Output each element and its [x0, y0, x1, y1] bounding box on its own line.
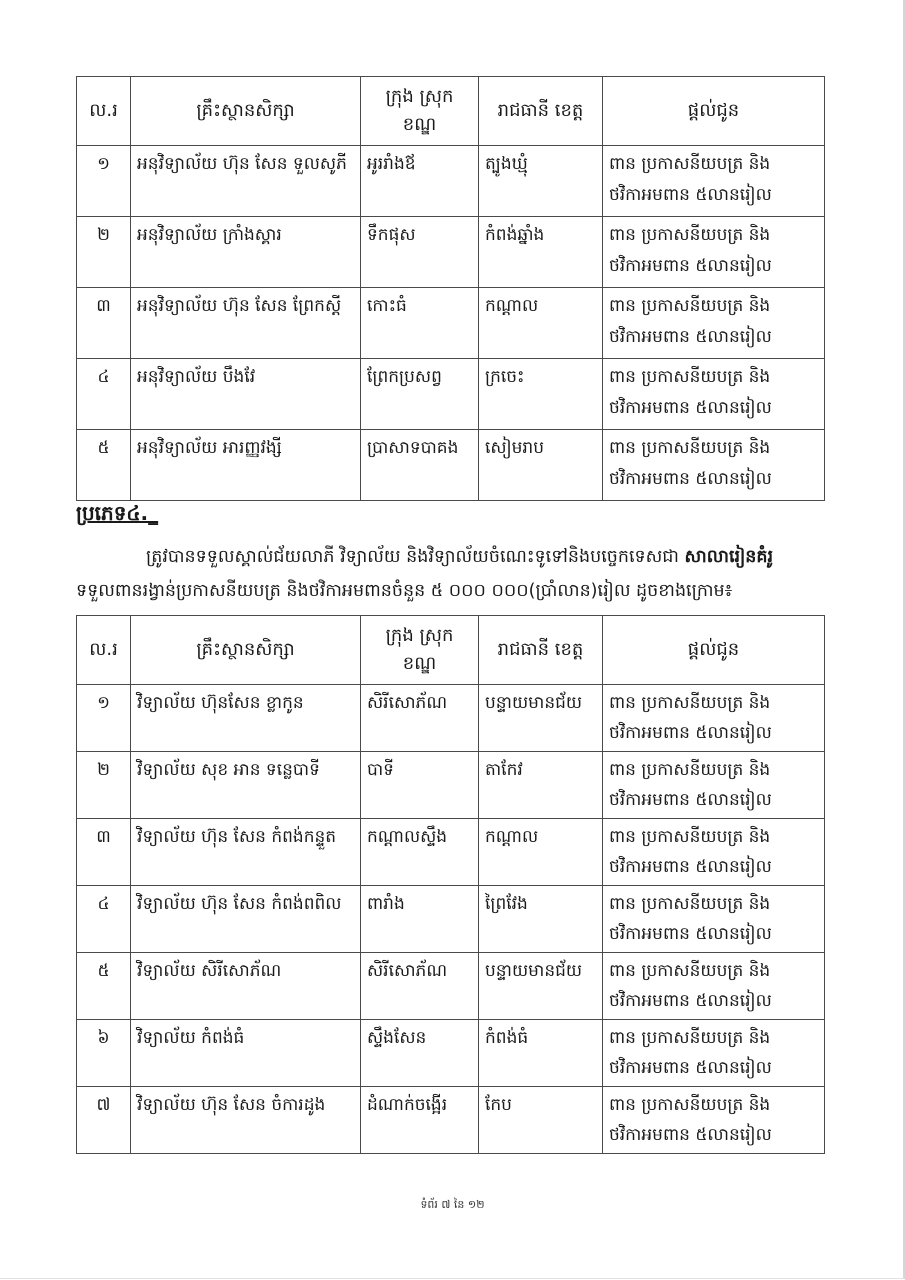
- intro-paragraph: [76, 540, 826, 608]
- cell-district: ប្រាសាទបាគង: [361, 430, 479, 501]
- table-row: [77, 359, 825, 430]
- cell-institution: វិទ្យាល័យ ហ៊ុន សែន ចំការដូង: [131, 1087, 361, 1154]
- award-award-line2: ថវិកាអមពាន ៥លានរៀល: [609, 1125, 772, 1145]
- cell-institution: វិទ្យាល័យ សិរីសោភ័ណ: [131, 953, 361, 1020]
- cell-award: [603, 217, 825, 288]
- cell-award: [603, 288, 825, 359]
- header-city-line1: ក្រុង ស្រុក: [385, 86, 454, 107]
- table-header-row: [77, 616, 825, 685]
- cell-no: ៦: [77, 1020, 131, 1087]
- award-award-line1: ពាន ប្រកាសនីយបត្រ និង: [609, 961, 771, 981]
- award-award-line1: ពាន ប្រកាសនីយបត្រ និង: [609, 827, 771, 847]
- cell-province: ព្រៃវែង: [479, 886, 603, 953]
- award-award-line1: ពាន ប្រកាសនីយបត្រ និង: [609, 1028, 771, 1048]
- cell-award: [603, 146, 825, 217]
- award-award-line1: ពាន ប្រកាសនីយបត្រ និង: [609, 1095, 771, 1115]
- cell-award: [603, 1020, 825, 1087]
- section-heading: ប្រភេទ៤._: [76, 501, 159, 525]
- cell-no: ៧: [77, 1087, 131, 1154]
- table-header-row: [77, 77, 825, 146]
- header-city: [361, 77, 479, 146]
- cell-province: ក្រចេះ: [479, 359, 603, 430]
- award-award-line2: ថវិកាអមពាន ៥លានរៀល: [609, 857, 772, 877]
- award-award-line2: ថវិកាអមពាន ៥លានរៀល: [609, 924, 772, 944]
- header-city-line1: ក្រុង ស្រុក: [385, 625, 454, 646]
- award-award-line1: ពាន ប្រកាសនីយបត្រ និង: [609, 760, 771, 780]
- cell-institution: វិទ្យាល័យ កំពង់ធំ: [131, 1020, 361, 1087]
- cell-institution: អនុវិទ្យាល័យ បឹងវែ: [131, 359, 361, 430]
- cell-district: បាទី: [361, 752, 479, 819]
- paragraph-line-1-text: ត្រូវបានទទួលស្គាល់ជ័យលាភី វិទ្យាល័យ និងវិទ្យាល័យចំណេះទូទៅនិងបច្ចេកទេសជា: [146, 547, 685, 567]
- table-row: [77, 1087, 825, 1154]
- cell-district: ព្រែកប្រសព្វ: [361, 359, 479, 430]
- cell-institution: វិទ្យាល័យ ហ៊ុន សែន កំពង់កន្ទួត: [131, 819, 361, 886]
- table-row: [77, 146, 825, 217]
- cell-no: ៥: [77, 430, 131, 501]
- cell-no: ២: [77, 752, 131, 819]
- cell-award: [603, 953, 825, 1020]
- header-city-line2: ខណ្ឌ: [402, 114, 437, 135]
- award-award-line2: ថវិកាអមពាន ៥លានរៀល: [609, 185, 772, 205]
- cell-no: ៤: [77, 359, 131, 430]
- header-award: ផ្តល់ជូន: [603, 77, 825, 146]
- cell-no: ១: [77, 146, 131, 217]
- cell-institution: វិទ្យាល័យ ហ៊ុនសែន ខ្លាកូន: [131, 685, 361, 752]
- header-city: [361, 616, 479, 685]
- table-row: [77, 685, 825, 752]
- header-city-line2: ខណ្ឌ: [402, 653, 437, 674]
- cell-province: កំពង់ឆ្នាំង: [479, 217, 603, 288]
- table-row: [77, 430, 825, 501]
- award-award-line2: ថវិកាអមពាន ៥លានរៀល: [609, 327, 772, 347]
- award-award-line1: ពាន ប្រកាសនីយបត្រ និង: [609, 438, 771, 458]
- header-institution: គ្រឹះស្ថានសិក្សា: [131, 616, 361, 685]
- table-row: [77, 953, 825, 1020]
- paragraph-line-2: ទទួលពានរង្វាន់ប្រកាសនីយបត្រ និងថវិកាអមពានចំនួន ៥ ០០០ ០០០(ប្រាំលាន)រៀល ដូចខាងក្រោម៖: [76, 581, 733, 601]
- table-1-body: [77, 146, 825, 501]
- table-row: [77, 752, 825, 819]
- award-award-line2: ថវិកាអមពាន ៥លានរៀល: [609, 790, 772, 810]
- paragraph-line-1: [76, 540, 826, 574]
- table-row: [77, 1020, 825, 1087]
- cell-institution: អនុវិទ្យាល័យ ហ៊ុន សែន ព្រែកស្តី: [131, 288, 361, 359]
- cell-district: កោះធំ: [361, 288, 479, 359]
- award-award-line2: ថវិកាអមពាន ៥លានរៀល: [609, 398, 772, 418]
- award-award-line1: ពាន ប្រកាសនីយបត្រ និង: [609, 894, 771, 914]
- table-row: [77, 886, 825, 953]
- award-table-2: [76, 615, 825, 1154]
- award-award-line1: ពាន ប្រកាសនីយបត្រ និង: [609, 367, 771, 387]
- cell-district: សិរីសោភ័ណ: [361, 953, 479, 1020]
- award-award-line2: ថវិកាអមពាន ៥លានរៀល: [609, 469, 772, 489]
- cell-award: [603, 685, 825, 752]
- award-award-line1: ពាន ប្រកាសនីយបត្រ និង: [609, 693, 771, 713]
- table-row: [77, 819, 825, 886]
- cell-district: កណ្តាលស្ទឹង: [361, 819, 479, 886]
- cell-district: សិរីសោភ័ណ: [361, 685, 479, 752]
- cell-province: ត្បូងឃ្មុំ: [479, 146, 603, 217]
- cell-province: តាកែវ: [479, 752, 603, 819]
- cell-province: បន្ទាយមានជ័យ: [479, 685, 603, 752]
- header-institution: គ្រឹះស្ថានសិក្សា: [131, 77, 361, 146]
- cell-province: កែប: [479, 1087, 603, 1154]
- cell-institution: អនុវិទ្យាល័យ អារញ្ញវង្សី: [131, 430, 361, 501]
- award-award-line2: ថវិកាអមពាន ៥លានរៀល: [609, 723, 772, 743]
- cell-district: ស្ទឹងសែន: [361, 1020, 479, 1087]
- cell-award: [603, 752, 825, 819]
- award-award-line2: ថវិកាអមពាន ៥លានរៀល: [609, 1058, 772, 1078]
- paragraph-line-1-bold: សាលារៀនគំរូ: [684, 547, 774, 567]
- award-award-line1: ពាន ប្រកាសនីយបត្រ និង: [609, 225, 771, 245]
- header-no: ល.រ: [77, 616, 131, 685]
- cell-no: ៣: [77, 288, 131, 359]
- cell-district: ទឹកផុស: [361, 217, 479, 288]
- award-award-line1: ពាន ប្រកាសនីយបត្រ និង: [609, 154, 771, 174]
- cell-province: កណ្តាល: [479, 288, 603, 359]
- cell-no: ៤: [77, 886, 131, 953]
- cell-province: សៀមរាប: [479, 430, 603, 501]
- header-province: រាជធានី ខេត្ត: [479, 77, 603, 146]
- cell-award: [603, 886, 825, 953]
- cell-institution: វិទ្យាល័យ សុខ អាន ទន្លេបាទី: [131, 752, 361, 819]
- cell-no: ៥: [77, 953, 131, 1020]
- table-row: [77, 288, 825, 359]
- cell-district: ពារាំង: [361, 886, 479, 953]
- cell-no: ២: [77, 217, 131, 288]
- cell-award: [603, 430, 825, 501]
- cell-no: ៣: [77, 819, 131, 886]
- cell-district: ដំណាក់ចង្អើរ: [361, 1087, 479, 1154]
- header-province: រាជធានី ខេត្ត: [479, 616, 603, 685]
- page-number: ទំព័រ ៧ នៃ ១២: [420, 1198, 485, 1211]
- award-award-line2: ថវិកាអមពាន ៥លានរៀល: [609, 991, 772, 1011]
- award-award-line2: ថវិកាអមពាន ៥លានរៀល: [609, 256, 772, 276]
- cell-institution: អនុវិទ្យាល័យ ហ៊ុន សែន ទួលសូភី: [131, 146, 361, 217]
- cell-institution: វិទ្យាល័យ ហ៊ុន សែន កំពង់ពពិល: [131, 886, 361, 953]
- cell-province: កណ្តាល: [479, 819, 603, 886]
- cell-province: កំពង់ធំ: [479, 1020, 603, 1087]
- cell-district: អូររាំងឪ: [361, 146, 479, 217]
- award-award-line1: ពាន ប្រកាសនីយបត្រ និង: [609, 296, 771, 316]
- header-no: ល.រ: [77, 77, 131, 146]
- cell-no: ១: [77, 685, 131, 752]
- table-row: [77, 217, 825, 288]
- cell-award: [603, 359, 825, 430]
- header-award: ផ្តល់ជូន: [603, 616, 825, 685]
- cell-award: [603, 1087, 825, 1154]
- table-2-body: [77, 685, 825, 1154]
- cell-institution: អនុវិទ្យាល័យ ក្រាំងស្គារ: [131, 217, 361, 288]
- award-table-1: [76, 76, 825, 501]
- cell-award: [603, 819, 825, 886]
- cell-province: បន្ទាយមានជ័យ: [479, 953, 603, 1020]
